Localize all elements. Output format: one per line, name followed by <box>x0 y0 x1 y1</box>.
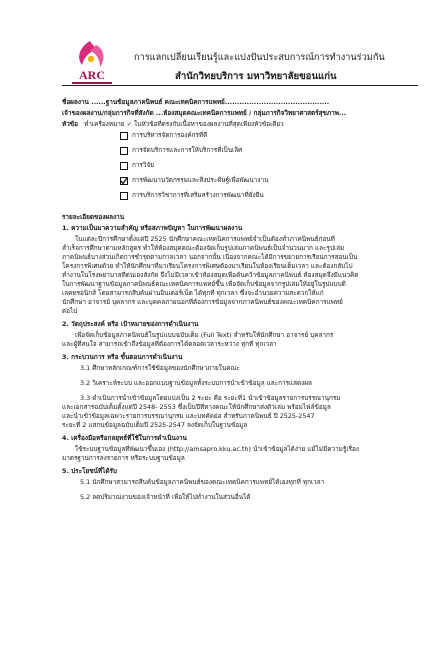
option-label-2: การจัดบริการและการให้บริการที่เป็นเลิศ <box>132 146 243 154</box>
topic-label: หัวข้อ <box>62 120 79 128</box>
s3-line-2: 3.2 วิเคราะห์ระบบ และออกแบบฐานข้อมูลทั้งระบบการนำเข้าข้อมูล และการแสดงผล <box>80 379 312 387</box>
section-3-title: 3. กระบวนการ หรือ ขั้นตอนการดำเนินงาน <box>62 353 183 361</box>
option-checkbox-5[interactable] <box>120 192 128 200</box>
option-label-3: การวิจัย <box>132 161 154 169</box>
option-checkbox-4[interactable] <box>120 177 128 185</box>
header-divider <box>62 85 418 86</box>
s3-line-1: 3.1 ศึกษาหลักเกณฑ์การใช้ข้อมูลของนักศึกษาภายในคณะ <box>80 364 240 372</box>
details-heading: รายละเอียดของผลงาน <box>62 213 125 221</box>
header-title-line2: สำนักวิทยบริการ มหาวิทยาลัยขอนแก่น <box>175 71 337 82</box>
section-5-title: 5. ประโยชน์ที่ได้รับ <box>62 467 117 475</box>
option-checkbox-2[interactable] <box>120 147 128 155</box>
s3-line-4: และเอกสารฉบับเต็มตั้งแต่ปี 2548- 2553 ซึ่งเป็นปีที่ทางคณะให้นักศึกษาส่งตัวเล่ม พร้อมไฟล์ข้อมูล <box>62 403 331 411</box>
s4-line-2: มาตรฐานการลงรายการ หรือระบบฐานข้อมูล <box>62 454 185 462</box>
owner-text: เจ้าของผลงาน/กลุ่มการกิจที่สังกัด ...ห้องสมุดคณะเทคนิคการแพทย์ / กลุ่มภารกิจวิทยาศาสตร์สุขภาพ... <box>62 109 347 117</box>
section-2-title: 2. วัตถุประสงค์ หรือ เป้าหมายของการดำเนินงาน <box>62 320 199 328</box>
s1-line-8: นักศึกษา อาจารย์ บุคลากร และบุคคลภายนอกที่ต้องการข้อมูลจากภาคนิพนธ์ของคณะเทคนิคการแพทย์ <box>62 298 343 306</box>
topic-line <box>62 120 284 129</box>
section-1-title: 1. ความเป็นมาความสำคัญ หรือสภาพปัญหา ในการพัฒนาผลงาน <box>62 224 243 232</box>
s1-line-5: ทำงานในโรงพยาบาลที่ตนเองสังกัด จึงไม่มีเวลาเข้าห้องสมุดเพื่อค้นคว้าข้อมูลภาคนิพนธ์ ห้องสมุดจึงมีแนวคิด <box>62 271 359 279</box>
s1-line-3: ภาคนิพนธ์บางส่วนเกิดการชำรุดตามกาลเวลา นอกจากนั้น เนื่องจากคณะได้มีการขยายการเรียนการสอนเป็น <box>62 253 358 261</box>
s1-line-6: ในการพัฒนาฐานข้อมูลภาคนิพนธ์คณะเทคนิคการแพทย์ขึ้น เพื่อจัดเก็บข้อมูลจากรูปเล่มให้อยู่ในรูปแบบดิ <box>62 280 346 288</box>
owner-line <box>62 109 346 118</box>
s1-line-9: ต่อไป <box>62 307 78 315</box>
option-label-1: การบริหารจัดการองค์กรที่ดี <box>132 131 208 139</box>
s1-line-1: ในแต่ละปีการศึกษาตั้งแต่ปี 2525 นักศึกษาคณะเทคนิคการแพทย์จำเป็นต้องทำภาคนิพนธ์ก่อนที่ <box>75 235 335 243</box>
s4-line-1: ใช้ระบบฐานข้อมูลที่พัฒนาขึ้นเอง (http://amsapro.kku.ac.th) นำเข้าข้อมูลได้ง่าย แม้ไม่มีความรู้เรื่อง <box>75 445 359 453</box>
logo-text: ARC <box>79 68 105 82</box>
s1-line-2: สำเร็จการศึกษาตามหลักสูตร ทำให้ห้องสมุดคณะต้องจัดเก็บรูปเล่มภาคนิพนธ์เป็นจำนวนมาก และรูปเล่ม <box>62 244 345 252</box>
s1-line-7: เลคทรอนิกส์ โดยสามารถสืบค้นผ่านอินเตอร์เน็ต ได้ทุกที่ ทุกเวลา ซึ่งจะอำนวยความสะดวกให้แก่ <box>62 289 324 297</box>
option-checkbox-3[interactable] <box>120 162 128 170</box>
option-label-5: การบริการวิชาการที่เสริมสร้างการพัฒนาที่ยั่งยืน <box>132 191 264 199</box>
s2-line-2: และผู้ที่สนใจ สามารถเข้าถึงข้อมูลที่ต้องการได้ตลอดเวลาระหว่าง ทุกที่ ทุกเวลา <box>62 340 277 348</box>
s3-line-6: ระยะที่ 2 แสกนข้อมูลฉบับเต็มปี 2525-2547 ลงจัดเก็บในฐานข้อมูล <box>62 421 248 429</box>
check-mark-icon <box>120 177 128 185</box>
option-checkbox-1[interactable] <box>120 132 128 140</box>
s3-line-3: 3.3 ดำเนินการนำเข้าข้อมูลโดยแบ่งเป็น 2 ระยะ คือ ระยะที่1 นำเข้าข้อมูลรายการบรรณานุกรม <box>80 394 341 402</box>
work-name: ชื่อผลงาน ......ฐานข้อมูลภาคนิพนธ์ คณะเทคนิคการแพทย์........................................... <box>62 98 330 106</box>
s1-line-4: โครงการพิเศษด้วย ทำให้นักศึกษาที่มาเรียนโครงการพิเศษต้องมาเรียนในห้องเรียนเต็มเวลา และต้องกลับไป <box>62 262 353 270</box>
s2-line-1: เพื่อจัดเก็บข้อมูลภาคนิพนธ์ในรูปแบบฉบับเต็ม (Full Text) สำหรับให้นักศึกษา อาจารย์ บุคลากร <box>75 331 334 339</box>
s5-line-2: 5.2 ลดปริมาณงานของเจ้าหน้าที่ เพื่อให้ไปทำงานในส่วนอื่นได้ <box>80 493 251 501</box>
section-4-title: 4. เครื่องมือหรือกลยุทธ์ที่ใช้ในการดำเนินงาน <box>62 434 187 442</box>
topic-instruction: ทำเครื่องหมาย ✓ ในหัวข้อที่ตรงกับเนื้อหาของผลงานที่สุดเพียงหัวข้อเดียว <box>84 120 284 128</box>
s5-line-1: 5.1 นักศึกษาสามารถสืบค้นข้อมูลภาคนิพนธ์ของคณะเทคนิคการแพทย์ได้เองทุกที่ ทุกเวลา <box>80 478 325 486</box>
option-label-4: การพัฒนานวัตกรรมและสิ่งประดิษฐ์เพื่อพัฒนางาน <box>132 176 269 184</box>
header-title-line1: การแลกเปลี่ยนเรียนรู้และแบ่งปันประสบการณ์การทำงานร่วมกัน <box>134 52 385 63</box>
arc-logo <box>60 37 124 89</box>
s3-line-5: และนำเข้าข้อมูลเฉพาะรายการบรรณานุกรม และบทคัดย่อ สำหรับภาคนิพนธ์ ปี 2525-2547 <box>62 412 315 420</box>
